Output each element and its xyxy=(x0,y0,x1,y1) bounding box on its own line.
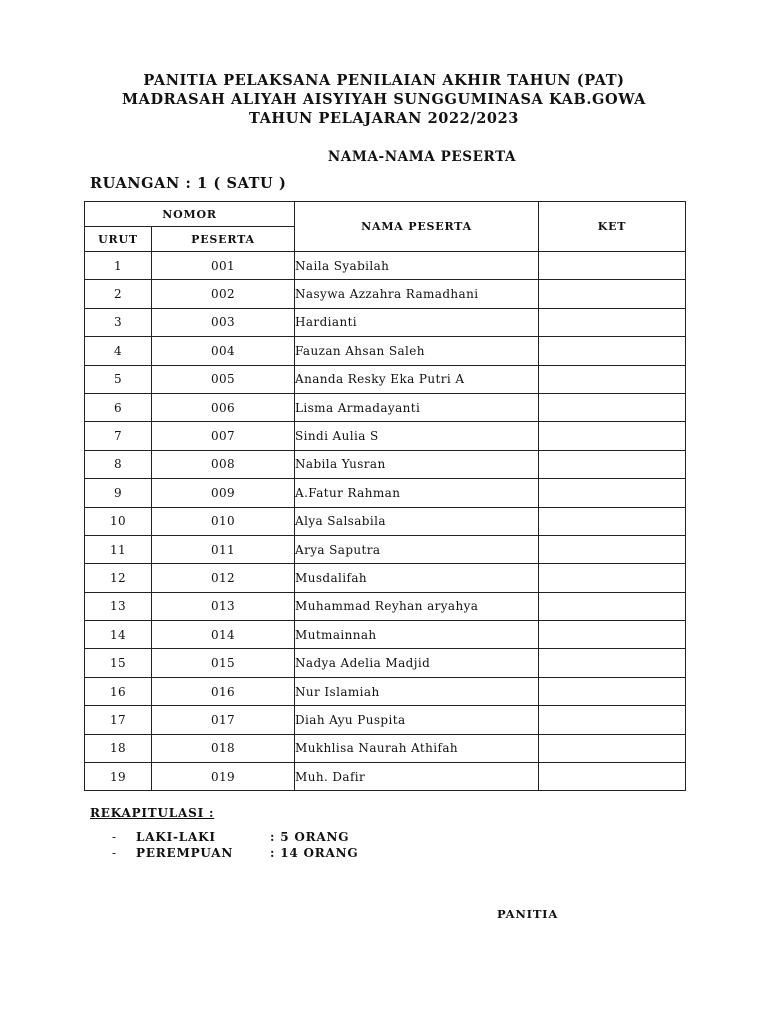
cell-nama-peserta: Mutmainnah xyxy=(295,621,539,649)
header-nama-peserta: NAMA PESERTA xyxy=(295,202,539,252)
cell-nama-peserta: Lisma Armadayanti xyxy=(295,393,539,421)
cell-urut: 2 xyxy=(85,280,152,308)
cell-nomor-peserta: 003 xyxy=(152,308,295,336)
table-row xyxy=(85,280,686,308)
cell-nama-peserta: Diah Ayu Puspita xyxy=(295,706,539,734)
cell-nama-peserta: Muhammad Reyhan aryahya xyxy=(295,592,539,620)
cell-urut: 8 xyxy=(85,450,152,478)
cell-urut: 1 xyxy=(85,252,152,280)
cell-urut: 15 xyxy=(85,649,152,677)
cell-ket xyxy=(539,677,686,705)
table-row xyxy=(85,564,686,592)
cell-nomor-peserta: 012 xyxy=(152,564,295,592)
cell-urut: 16 xyxy=(85,677,152,705)
table-row xyxy=(85,365,686,393)
cell-ket xyxy=(539,393,686,421)
table-row xyxy=(85,479,686,507)
cell-nama-peserta: Arya Saputra xyxy=(295,535,539,563)
cell-urut: 3 xyxy=(85,308,152,336)
cell-nama-peserta: Hardianti xyxy=(295,308,539,336)
table-row xyxy=(85,393,686,421)
cell-urut: 7 xyxy=(85,422,152,450)
table-row xyxy=(85,252,686,280)
cell-urut: 6 xyxy=(85,393,152,421)
cell-ket xyxy=(539,479,686,507)
room-label: RUANGAN : 1 ( SATU ) xyxy=(90,175,287,192)
header-line-year: TAHUN PELAJARAN 2022/2023 xyxy=(248,110,520,127)
cell-nama-peserta: Naila Syabilah xyxy=(295,252,539,280)
recap-value-female: : 14 ORANG xyxy=(270,846,359,860)
table-row xyxy=(85,535,686,563)
recap-label-female: PEREMPUAN xyxy=(136,846,234,860)
table-row xyxy=(85,450,686,478)
table-row xyxy=(85,649,686,677)
cell-nomor-peserta: 017 xyxy=(152,706,295,734)
cell-nomor-peserta: 009 xyxy=(152,479,295,507)
document-subtitle: NAMA-NAMA PESERTA xyxy=(327,149,517,165)
header-line-school: MADRASAH ALIYAH AISYIYAH SUNGGUMINASA KAB.GOWA xyxy=(121,91,647,108)
cell-ket xyxy=(539,734,686,762)
cell-nomor-peserta: 005 xyxy=(152,365,295,393)
cell-urut: 4 xyxy=(85,337,152,365)
cell-nama-peserta: A.Fatur Rahman xyxy=(295,479,539,507)
cell-ket xyxy=(539,621,686,649)
cell-ket xyxy=(539,564,686,592)
header-line-committee: PANITIA PELAKSANA PENILAIAN AKHIR TAHUN (PAT) xyxy=(143,72,625,89)
cell-ket xyxy=(539,337,686,365)
cell-nomor-peserta: 018 xyxy=(152,734,295,762)
table-row xyxy=(85,677,686,705)
cell-ket xyxy=(539,507,686,535)
table-row xyxy=(85,337,686,365)
participant-table xyxy=(84,201,686,791)
participant-table-body xyxy=(85,252,686,791)
table-row xyxy=(85,621,686,649)
header-nomor: NOMOR xyxy=(85,202,295,227)
table-row xyxy=(85,592,686,620)
cell-ket xyxy=(539,535,686,563)
cell-nama-peserta: Fauzan Ahsan Saleh xyxy=(295,337,539,365)
cell-nomor-peserta: 016 xyxy=(152,677,295,705)
cell-nomor-peserta: 006 xyxy=(152,393,295,421)
table-row xyxy=(85,422,686,450)
document-header xyxy=(0,71,768,128)
cell-nomor-peserta: 015 xyxy=(152,649,295,677)
cell-urut: 18 xyxy=(85,734,152,762)
recap-label-male: LAKI-LAKI xyxy=(136,830,216,844)
cell-ket xyxy=(539,308,686,336)
cell-ket xyxy=(539,450,686,478)
cell-nomor-peserta: 010 xyxy=(152,507,295,535)
cell-nama-peserta: Alya Salsabila xyxy=(295,507,539,535)
cell-nomor-peserta: 007 xyxy=(152,422,295,450)
cell-ket xyxy=(539,422,686,450)
cell-urut: 17 xyxy=(85,706,152,734)
signature-label: PANITIA xyxy=(497,907,559,921)
cell-nomor-peserta: 013 xyxy=(152,592,295,620)
cell-ket xyxy=(539,592,686,620)
cell-ket xyxy=(539,649,686,677)
cell-ket xyxy=(539,763,686,791)
cell-nama-peserta: Nadya Adelia Madjid xyxy=(295,649,539,677)
cell-nomor-peserta: 002 xyxy=(152,280,295,308)
cell-nama-peserta: Sindi Aulia S xyxy=(295,422,539,450)
cell-urut: 13 xyxy=(85,592,152,620)
table-row xyxy=(85,507,686,535)
recap-dash: - xyxy=(112,846,117,860)
cell-nama-peserta: Mukhlisa Naurah Athifah xyxy=(295,734,539,762)
cell-urut: 19 xyxy=(85,763,152,791)
cell-urut: 5 xyxy=(85,365,152,393)
cell-nomor-peserta: 019 xyxy=(152,763,295,791)
cell-nama-peserta: Nabila Yusran xyxy=(295,450,539,478)
cell-urut: 11 xyxy=(85,535,152,563)
recap-dash: - xyxy=(112,830,117,844)
cell-nomor-peserta: 008 xyxy=(152,450,295,478)
header-peserta: PESERTA xyxy=(152,227,295,252)
header-urut: URUT xyxy=(85,227,152,252)
cell-nomor-peserta: 014 xyxy=(152,621,295,649)
cell-nomor-peserta: 001 xyxy=(152,252,295,280)
cell-ket xyxy=(539,252,686,280)
table-row xyxy=(85,763,686,791)
cell-urut: 9 xyxy=(85,479,152,507)
cell-ket xyxy=(539,365,686,393)
recap-title: REKAPITULASI : xyxy=(90,806,215,820)
cell-nama-peserta: Nur Islamiah xyxy=(295,677,539,705)
table-row xyxy=(85,706,686,734)
cell-nama-peserta: Ananda Resky Eka Putri A xyxy=(295,365,539,393)
recap-value-male: : 5 ORANG xyxy=(270,830,350,844)
cell-nomor-peserta: 004 xyxy=(152,337,295,365)
cell-nama-peserta: Muh. Dafir xyxy=(295,763,539,791)
header-ket: KET xyxy=(539,202,686,252)
cell-urut: 14 xyxy=(85,621,152,649)
cell-nomor-peserta: 011 xyxy=(152,535,295,563)
cell-ket xyxy=(539,706,686,734)
cell-urut: 10 xyxy=(85,507,152,535)
cell-nama-peserta: Nasywa Azzahra Ramadhani xyxy=(295,280,539,308)
cell-ket xyxy=(539,280,686,308)
table-row xyxy=(85,734,686,762)
cell-urut: 12 xyxy=(85,564,152,592)
table-row xyxy=(85,308,686,336)
cell-nama-peserta: Musdalifah xyxy=(295,564,539,592)
